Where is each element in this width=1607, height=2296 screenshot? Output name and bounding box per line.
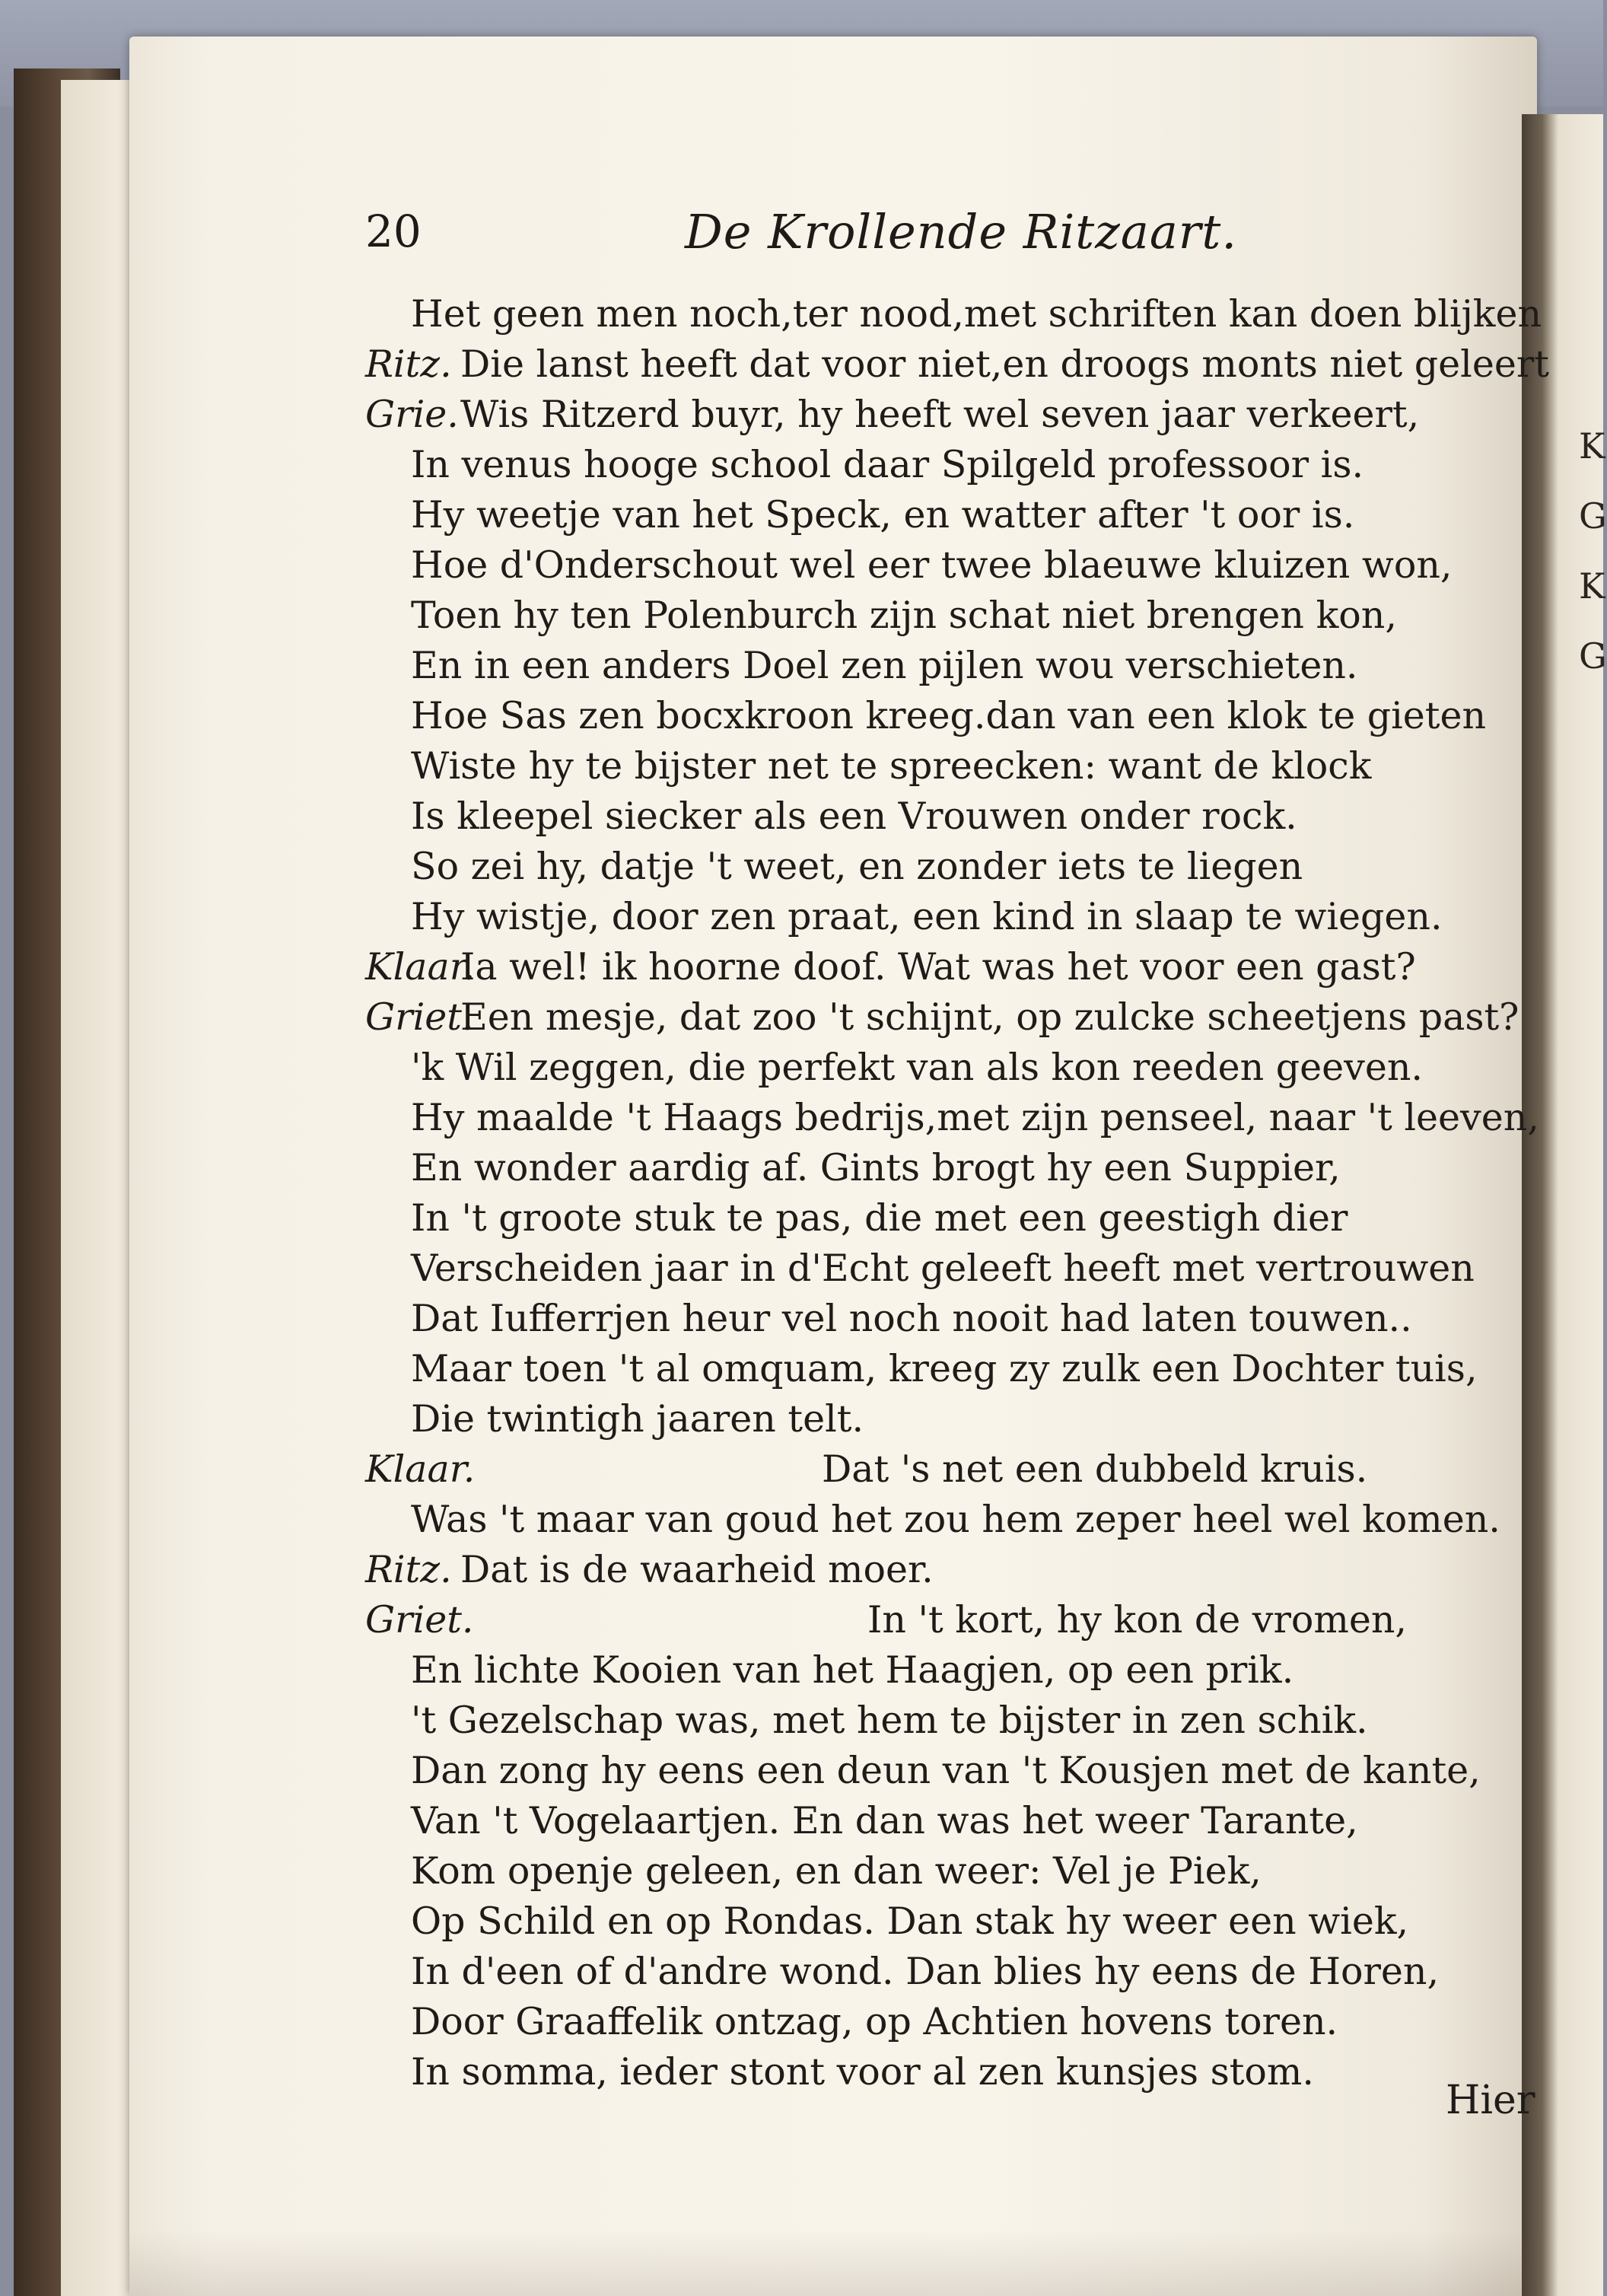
verse-line [365,1193,1522,1244]
verse-line [365,1344,1522,1394]
verse-line [365,1244,1522,1294]
verse-line-text: Van 't Vogelaartjen. En dan was het weer Tarante, [411,1799,1358,1842]
verse-line [365,540,1522,591]
verse-line-text: Was 't maar van goud het zou hem zeper heel wel komen. [411,1498,1500,1541]
verse-line [365,741,1522,791]
verse-line-text: In 't groote stuk te pas, die met een geestigh dier [411,1196,1348,1240]
verse-line [365,892,1522,942]
verse-line [365,1545,1522,1595]
verse-line-text: En in een anders Doel zen pijlen wou verschieten. [411,644,1358,687]
verse-line-text: Ia wel! ik hoorne doof. Wat was het voor een gast? [460,945,1416,989]
verse-line-text: Verscheiden jaar in d'Echt geleeft heeft met vertrouwen [411,1247,1475,1290]
speaker-label: Grie. [365,393,459,436]
verse-line [365,490,1522,540]
verse-line [365,791,1522,842]
verse-line [365,1495,1522,1545]
speaker-label: Griet. [365,1598,474,1642]
verse-line [365,591,1522,641]
verse-line-text: Is kleepel siecker als een Vrouwen onder rock. [411,795,1297,838]
verse-line [365,1043,1522,1093]
verse-text [365,289,1549,2097]
verse-line-text: Die twintigh jaaren telt. [411,1397,864,1441]
verse-line-text: Door Graaffelik ontzag, op Achtien hovens toren. [411,2000,1338,2043]
verse-line-text: In d'een of d'andre wond. Dan blies hy eens de Horen, [411,1950,1440,1993]
verse-line [365,390,1522,440]
verse-line-text: Hy maalde 't Haags bedrijs,met zijn penseel, naar 't leeven, [411,1096,1539,1139]
verse-line [365,2047,1522,2097]
verse-line [365,1394,1522,1444]
verse-line-text: Wis Ritzerd buyr, hy heeft wel seven jaar verkeert, [460,393,1420,436]
verse-line [365,339,1549,390]
verse-line [365,1846,1522,1896]
verse-line-text: Kom openje geleen, en dan weer: Vel je Piek, [411,1849,1262,1893]
verse-line-text: Maar toen 't al omquam, kreeg zy zulk een Dochter tuis, [411,1347,1478,1390]
verse-line [365,992,1522,1043]
speaker-label: Ritz. [365,1548,452,1591]
verse-line-text: 'k Wil zeggen, die perfekt van als kon reeden geeven. [411,1046,1423,1089]
speaker-label: Klaar. [365,1447,476,1491]
verse-line [365,842,1522,892]
verse-line-text: Toen hy ten Polenburch zijn schat niet brengen kon, [411,594,1397,637]
verse-line [365,942,1522,992]
verse-line-text: En lichte Kooien van het Haagjen, op een prik. [411,1648,1294,1692]
page-shadow [129,2230,1537,2296]
verse-line-text: In venus hooge school daar Spilgeld professoor is. [411,443,1364,486]
verse-line-text: Dat 's net een dubbeld kruis. [822,1447,1368,1491]
verse-line-text: Dat Iufferrjen heur vel noch nooit had laten touwen.. [411,1297,1412,1340]
page-title: De Krollende Ritzaart. [685,204,1238,260]
verse-line [365,440,1522,490]
verse-line-text: Hoe Sas zen bocxkroon kreeg.dan van een klok te gieten [411,694,1487,737]
verse-line [365,1444,1522,1495]
verse-line [365,1294,1522,1344]
verse-line-text: Op Schild en op Rondas. Dan stak hy weer een wiek, [411,1900,1409,1943]
verse-line-text: Het geen men noch,ter nood,met schriften kan doen blijken [411,292,1542,336]
verse-line-text: In somma, ieder stont voor al zen kunsjes stom. [411,2050,1314,2094]
page-number: 20 [365,205,422,257]
catchword: Hier [1446,2078,1535,2123]
verse-line-text: 't Gezelschap was, met hem te bijster in zen schik. [411,1699,1368,1742]
verse-line [365,1595,1522,1645]
verse-line-text: Die lanst heeft dat voor niet,en droogs monts niet geleert [460,342,1549,386]
verse-line-text: Hoe d'Onderschout wel eer twee blaeuwe kluizen won, [411,543,1453,587]
verse-line-text: Hy weetje van het Speck, en watter after 't oor is. [411,493,1355,537]
verse-line-text: Dan zong hy eens een deun van 't Kousjen met de kante, [411,1749,1481,1792]
verse-line-text: In 't kort, hy kon de vromen, [867,1598,1407,1642]
running-head [365,205,1446,282]
facing-page-glyphs [1579,411,1607,691]
verse-line [365,1143,1522,1193]
verse-line [365,1947,1522,1997]
verse-line-text: Hy wistje, door zen praat, een kind in slaap te wiegen. [411,895,1443,938]
verse-line [365,641,1522,691]
verse-line [365,1896,1522,1947]
verse-line-text: Een mesje, dat zoo 't schijnt, op zulcke scheetjens past? [460,995,1519,1039]
facing-glyph: G [1579,495,1607,537]
verse-line [365,1645,1522,1696]
verse-line [365,1093,1539,1143]
verse-line [365,1696,1522,1746]
verse-line [365,289,1542,339]
speaker-label: Ritz. [365,342,452,386]
speaker-label: Griet. [365,995,474,1039]
speaker-label: Klaar. [365,945,476,989]
verse-line [365,1746,1522,1796]
facing-glyph: G [1579,635,1607,677]
verse-line [365,1796,1522,1846]
facing-glyph: K [1579,425,1605,467]
verse-line-text: So zei hy, datje 't weet, en zonder iets te liegen [411,845,1303,888]
facing-glyph: K [1579,565,1605,607]
verse-line [365,1997,1522,2047]
verse-line-text: Wiste hy te bijster net te spreecken: want de klock [411,744,1372,788]
verse-line [365,691,1522,741]
verse-line-text: En wonder aardig af. Gints brogt hy een Suppier, [411,1146,1341,1189]
verse-line-text: Dat is de waarheid moer. [460,1548,934,1591]
